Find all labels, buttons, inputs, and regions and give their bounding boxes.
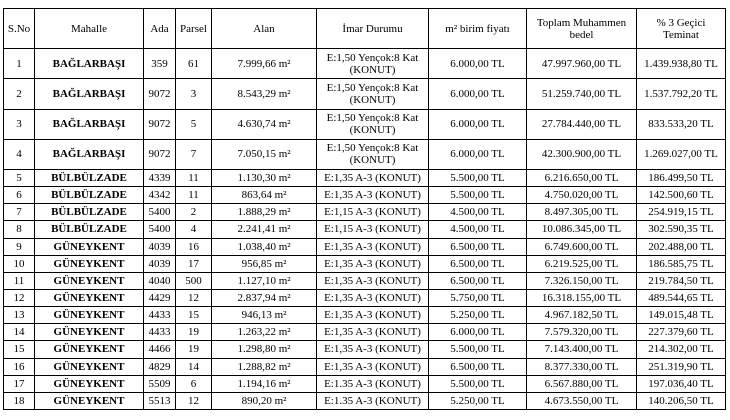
cell-gecici-teminat: 833.533,20 TL — [637, 109, 726, 139]
cell-birim-fiyat: 6.000,00 TL — [429, 49, 527, 79]
cell-parsel: 7 — [176, 139, 212, 169]
cell-gecici-teminat: 219.784,50 TL — [637, 272, 726, 289]
cell-muhammen-bedel: 7.143.400,00 TL — [527, 341, 637, 358]
cell-parsel: 61 — [176, 49, 212, 79]
cell-muhammen-bedel: 7.579.320,00 TL — [527, 324, 637, 341]
table-row — [4, 238, 726, 255]
table-row — [4, 255, 726, 272]
cell-mahalle: BÜLBÜLZADE — [35, 187, 144, 204]
cell-sno: 18 — [4, 392, 35, 409]
cell-parsel: 16 — [176, 238, 212, 255]
table-body — [4, 49, 726, 410]
cell-mahalle: BAĞLARBAŞI — [35, 49, 144, 79]
cell-birim-fiyat: 6.500,00 TL — [429, 358, 527, 375]
cell-birim-fiyat: 6.500,00 TL — [429, 255, 527, 272]
table-row — [4, 272, 726, 289]
cell-muhammen-bedel: 4.750.020,00 TL — [527, 187, 637, 204]
cell-muhammen-bedel: 42.300.900,00 TL — [527, 139, 637, 169]
header-birim-fiyat: m² birim fiyatı — [429, 9, 527, 49]
cell-sno: 11 — [4, 272, 35, 289]
cell-alan: 4.630,74 m² — [212, 109, 317, 139]
cell-gecici-teminat: 1.269.027,00 TL — [637, 139, 726, 169]
cell-birim-fiyat: 5.500,00 TL — [429, 170, 527, 187]
cell-parsel: 14 — [176, 358, 212, 375]
cell-imar: E:1,35 A-3 (KONUT) — [317, 324, 429, 341]
cell-mahalle: GÜNEYKENT — [35, 341, 144, 358]
cell-mahalle: GÜNEYKENT — [35, 289, 144, 306]
cell-mahalle: BAĞLARBAŞI — [35, 109, 144, 139]
cell-imar: E:1,35 A-3 (KONUT) — [317, 238, 429, 255]
cell-alan: 2.241,41 m² — [212, 221, 317, 238]
cell-mahalle: BÜLBÜLZADE — [35, 170, 144, 187]
table-row — [4, 307, 726, 324]
cell-alan: 1.888,29 m² — [212, 204, 317, 221]
cell-ada: 4339 — [144, 170, 176, 187]
table-row — [4, 170, 726, 187]
table-row — [4, 358, 726, 375]
cell-sno: 6 — [4, 187, 35, 204]
cell-ada: 5400 — [144, 221, 176, 238]
cell-alan: 1.298,80 m² — [212, 341, 317, 358]
cell-imar: E:1.35 A-3 (KONUT) — [317, 375, 429, 392]
cell-sno: 17 — [4, 375, 35, 392]
cell-parsel: 2 — [176, 204, 212, 221]
cell-parsel: 500 — [176, 272, 212, 289]
cell-gecici-teminat: 142.500,60 TL — [637, 187, 726, 204]
cell-muhammen-bedel: 47.997.960,00 TL — [527, 49, 637, 79]
cell-sno: 4 — [4, 139, 35, 169]
cell-gecici-teminat: 1.537.792,20 TL — [637, 79, 726, 109]
cell-ada: 9072 — [144, 79, 176, 109]
cell-muhammen-bedel: 16.318.155,00 TL — [527, 289, 637, 306]
cell-parsel: 17 — [176, 255, 212, 272]
cell-ada: 4429 — [144, 289, 176, 306]
cell-imar: E:1,35 A-3 (KONUT) — [317, 170, 429, 187]
cell-mahalle: BAĞLARBAŞI — [35, 79, 144, 109]
cell-birim-fiyat: 5.500,00 TL — [429, 341, 527, 358]
header-gecici-teminat: % 3 Geçici Teminat — [637, 9, 726, 49]
cell-muhammen-bedel: 6.749.600,00 TL — [527, 238, 637, 255]
cell-gecici-teminat: 254.919,15 TL — [637, 204, 726, 221]
cell-muhammen-bedel: 7.326.150,00 TL — [527, 272, 637, 289]
table-row — [4, 204, 726, 221]
cell-sno: 10 — [4, 255, 35, 272]
cell-alan: 1.127,10 m² — [212, 272, 317, 289]
cell-sno: 8 — [4, 221, 35, 238]
cell-alan: 1.038,40 m² — [212, 238, 317, 255]
cell-mahalle: GÜNEYKENT — [35, 307, 144, 324]
cell-mahalle: GÜNEYKENT — [35, 392, 144, 409]
cell-parsel: 12 — [176, 392, 212, 409]
header-ada: Ada — [144, 9, 176, 49]
cell-muhammen-bedel: 4.967.182,50 TL — [527, 307, 637, 324]
cell-sno: 14 — [4, 324, 35, 341]
cell-gecici-teminat: 489.544,65 TL — [637, 289, 726, 306]
cell-sno: 12 — [4, 289, 35, 306]
cell-imar: E:1,35 A-3 (KONUT) — [317, 307, 429, 324]
cell-ada: 4342 — [144, 187, 176, 204]
cell-ada: 5513 — [144, 392, 176, 409]
cell-imar: E:1,50 Yençok:8 Kat (KONUT) — [317, 79, 429, 109]
cell-alan: 1.263,22 m² — [212, 324, 317, 341]
cell-sno: 3 — [4, 109, 35, 139]
header-imar: İmar Durumu — [317, 9, 429, 49]
cell-alan: 1.288,82 m² — [212, 358, 317, 375]
cell-sno: 5 — [4, 170, 35, 187]
cell-birim-fiyat: 4.500,00 TL — [429, 204, 527, 221]
cell-imar: E:1.35 A-3 (KONUT) — [317, 392, 429, 409]
cell-ada: 4829 — [144, 358, 176, 375]
cell-gecici-teminat: 197.036,40 TL — [637, 375, 726, 392]
cell-muhammen-bedel: 6.219.525,00 TL — [527, 255, 637, 272]
cell-alan: 7.050,15 m² — [212, 139, 317, 169]
cell-imar: E:1,15 A-3 (KONUT) — [317, 204, 429, 221]
cell-gecici-teminat: 1.439.938,80 TL — [637, 49, 726, 79]
cell-birim-fiyat: 5.750,00 TL — [429, 289, 527, 306]
cell-mahalle: GÜNEYKENT — [35, 358, 144, 375]
cell-imar: E:1,50 Yençok:8 Kat (KONUT) — [317, 49, 429, 79]
cell-sno: 1 — [4, 49, 35, 79]
cell-gecici-teminat: 186.499,50 TL — [637, 170, 726, 187]
cell-muhammen-bedel: 4.673.550,00 TL — [527, 392, 637, 409]
cell-ada: 5400 — [144, 204, 176, 221]
cell-imar: E:1,35 A-3 (KONUT) — [317, 341, 429, 358]
cell-imar: E:1,35 A-3 (KONUT) — [317, 187, 429, 204]
cell-birim-fiyat: 6.500,00 TL — [429, 272, 527, 289]
table-row — [4, 392, 726, 409]
table-header — [4, 9, 726, 49]
cell-sno: 7 — [4, 204, 35, 221]
cell-sno: 16 — [4, 358, 35, 375]
cell-ada: 4433 — [144, 307, 176, 324]
cell-ada: 4040 — [144, 272, 176, 289]
cell-sno: 15 — [4, 341, 35, 358]
cell-birim-fiyat: 6.000,00 TL — [429, 324, 527, 341]
cell-imar: E:1,35 A-3 (KONUT) — [317, 255, 429, 272]
cell-gecici-teminat: 186.585,75 TL — [637, 255, 726, 272]
cell-ada: 9072 — [144, 109, 176, 139]
cell-parsel: 15 — [176, 307, 212, 324]
cell-alan: 863,64 m² — [212, 187, 317, 204]
cell-ada: 5509 — [144, 375, 176, 392]
cell-sno: 2 — [4, 79, 35, 109]
cell-alan: 2.837,94 m² — [212, 289, 317, 306]
cell-gecici-teminat: 302.590,35 TL — [637, 221, 726, 238]
cell-muhammen-bedel: 27.784.440,00 TL — [527, 109, 637, 139]
cell-birim-fiyat: 6.000,00 TL — [429, 79, 527, 109]
cell-mahalle: BÜLBÜLZADE — [35, 204, 144, 221]
cell-parsel: 12 — [176, 289, 212, 306]
cell-sno: 9 — [4, 238, 35, 255]
cell-ada: 4039 — [144, 255, 176, 272]
table-row — [4, 109, 726, 139]
header-sno: S.No — [4, 9, 35, 49]
cell-birim-fiyat: 6.000,00 TL — [429, 139, 527, 169]
cell-alan: 7.999,66 m² — [212, 49, 317, 79]
cell-alan: 890,20 m² — [212, 392, 317, 409]
cell-muhammen-bedel: 6.567.880,00 TL — [527, 375, 637, 392]
cell-parsel: 4 — [176, 221, 212, 238]
cell-parsel: 19 — [176, 341, 212, 358]
cell-birim-fiyat: 5.500,00 TL — [429, 375, 527, 392]
cell-mahalle: BAĞLARBAŞI — [35, 139, 144, 169]
cell-muhammen-bedel: 6.216.650,00 TL — [527, 170, 637, 187]
cell-muhammen-bedel: 8.377.330,00 TL — [527, 358, 637, 375]
cell-sno: 13 — [4, 307, 35, 324]
cell-mahalle: BÜLBÜLZADE — [35, 221, 144, 238]
table-row — [4, 289, 726, 306]
table-row — [4, 375, 726, 392]
header-row — [4, 9, 726, 49]
table-row — [4, 139, 726, 169]
cell-muhammen-bedel: 51.259.740,00 TL — [527, 79, 637, 109]
cell-mahalle: GÜNEYKENT — [35, 375, 144, 392]
cell-muhammen-bedel: 8.497.305,00 TL — [527, 204, 637, 221]
cell-ada: 9072 — [144, 139, 176, 169]
cell-imar: E:1,50 Yençok:8 Kat (KONUT) — [317, 139, 429, 169]
header-muhammen-bedel: Toplam Muhammen bedel — [527, 9, 637, 49]
cell-gecici-teminat: 202.488,00 TL — [637, 238, 726, 255]
cell-parsel: 6 — [176, 375, 212, 392]
header-mahalle: Mahalle — [35, 9, 144, 49]
table-row — [4, 187, 726, 204]
table-row — [4, 341, 726, 358]
header-alan: Alan — [212, 9, 317, 49]
cell-birim-fiyat: 5.500,00 TL — [429, 187, 527, 204]
cell-birim-fiyat: 6.500,00 TL — [429, 238, 527, 255]
table-row — [4, 49, 726, 79]
cell-parsel: 3 — [176, 79, 212, 109]
cell-ada: 4466 — [144, 341, 176, 358]
table-row — [4, 324, 726, 341]
cell-gecici-teminat: 251.319,90 TL — [637, 358, 726, 375]
cell-mahalle: GÜNEYKENT — [35, 272, 144, 289]
cell-birim-fiyat: 4.500,00 TL — [429, 221, 527, 238]
cell-gecici-teminat: 214.302,00 TL — [637, 341, 726, 358]
cell-imar: E:1,15 A-3 (KONUT) — [317, 221, 429, 238]
cell-birim-fiyat: 5.250,00 TL — [429, 392, 527, 409]
cell-gecici-teminat: 140.206,50 TL — [637, 392, 726, 409]
cell-imar: E:1,50 Yençok:8 Kat (KONUT) — [317, 109, 429, 139]
table-row — [4, 79, 726, 109]
cell-muhammen-bedel: 10.086.345,00 TL — [527, 221, 637, 238]
cell-alan: 956,85 m² — [212, 255, 317, 272]
cell-gecici-teminat: 227.379,60 TL — [637, 324, 726, 341]
cell-alan: 1.130,30 m² — [212, 170, 317, 187]
table-row — [4, 221, 726, 238]
auction-parcel-table — [3, 8, 726, 410]
cell-parsel: 11 — [176, 187, 212, 204]
cell-parsel: 5 — [176, 109, 212, 139]
cell-mahalle: GÜNEYKENT — [35, 324, 144, 341]
cell-gecici-teminat: 149.015,48 TL — [637, 307, 726, 324]
cell-parsel: 19 — [176, 324, 212, 341]
cell-mahalle: GÜNEYKENT — [35, 255, 144, 272]
cell-ada: 4433 — [144, 324, 176, 341]
header-parsel: Parsel — [176, 9, 212, 49]
cell-birim-fiyat: 5.250,00 TL — [429, 307, 527, 324]
cell-birim-fiyat: 6.000,00 TL — [429, 109, 527, 139]
cell-alan: 8.543,29 m² — [212, 79, 317, 109]
cell-mahalle: GÜNEYKENT — [35, 238, 144, 255]
cell-parsel: 11 — [176, 170, 212, 187]
cell-imar: E:1,35 A-3 (KONUT) — [317, 272, 429, 289]
cell-ada: 359 — [144, 49, 176, 79]
cell-imar: E:1,35 A-3 (KONUT) — [317, 358, 429, 375]
cell-imar: E:1,35 A-3 (KONUT) — [317, 289, 429, 306]
cell-ada: 4039 — [144, 238, 176, 255]
cell-alan: 946,13 m² — [212, 307, 317, 324]
cell-alan: 1.194,16 m² — [212, 375, 317, 392]
